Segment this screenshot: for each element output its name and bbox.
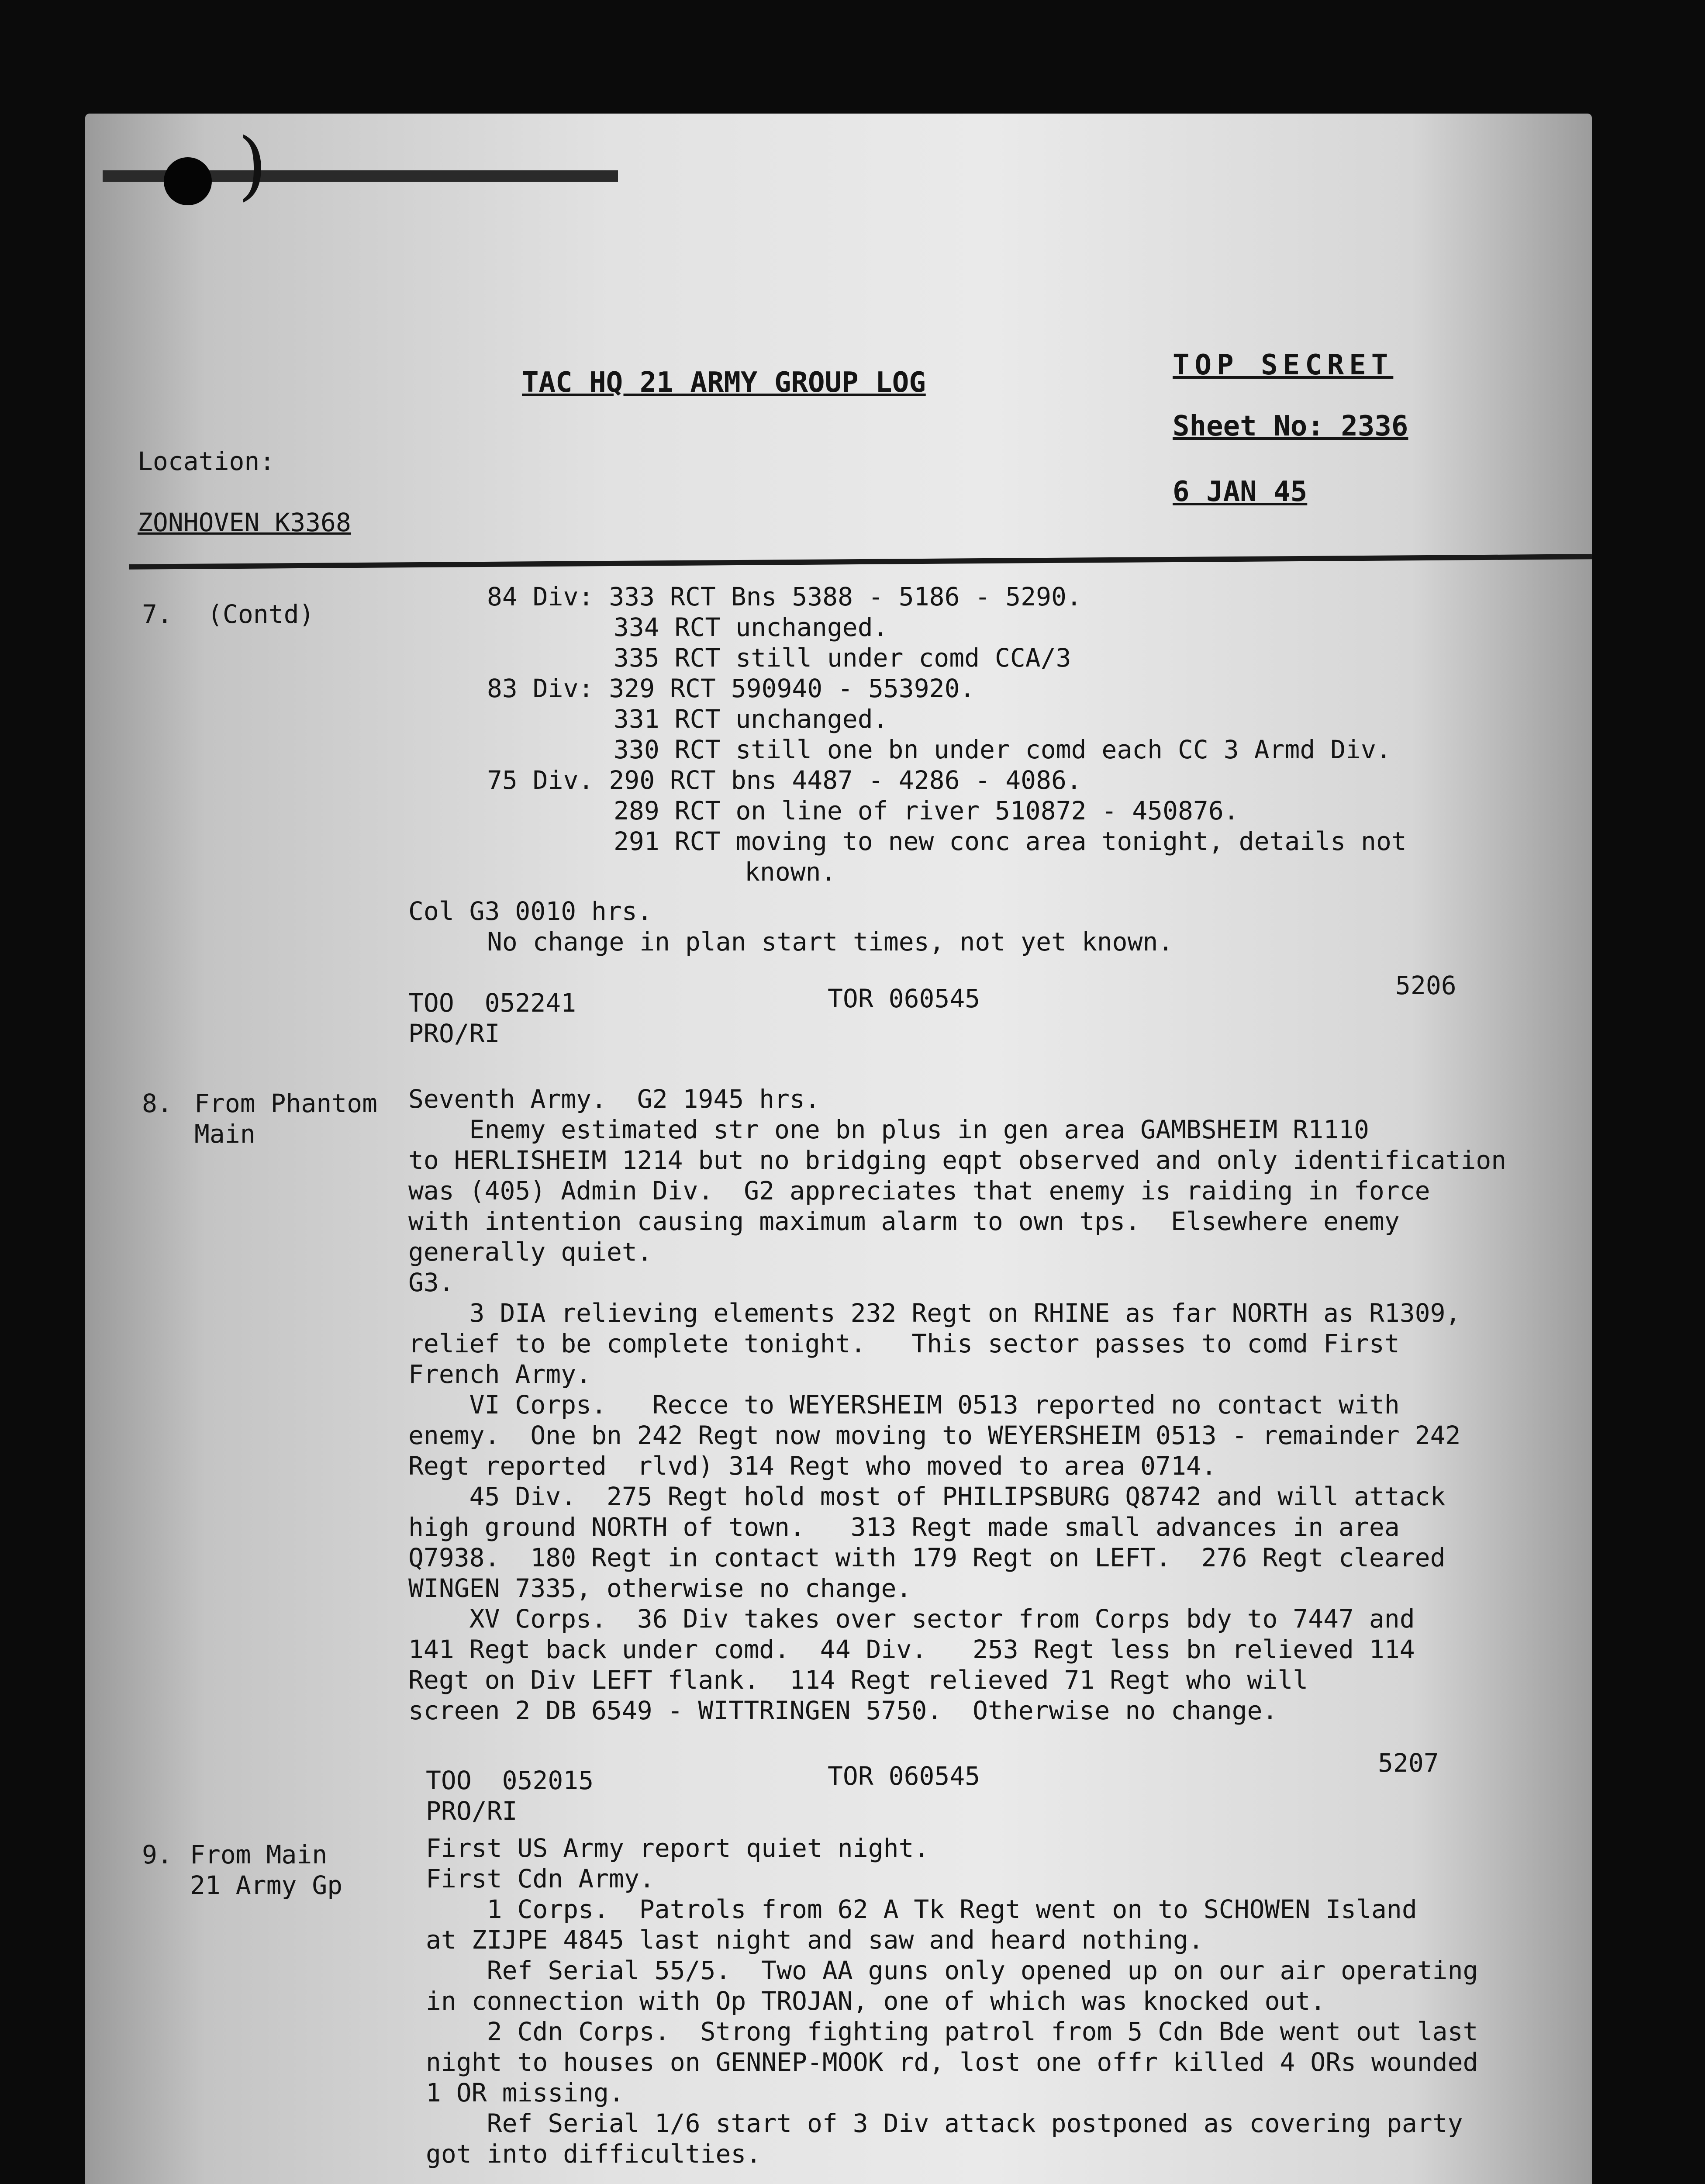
entry7-line-1: 334 RCT unchanged. (614, 612, 888, 642)
entry8-line-11: enemy. One bn 242 Regt now moving to WEYERSHEIM 0513 - remainder 242 (408, 1420, 1461, 1450)
entry7-col-g3: Col G3 0010 hrs. (408, 896, 652, 926)
entry9-line-1: First Cdn Army. (426, 1864, 655, 1894)
entry8-line-6: G3. (408, 1268, 454, 1297)
entry8-line-16: WINGEN 7335, otherwise no change. (408, 1573, 912, 1603)
entry8-from-line1: From Phantom (194, 1089, 378, 1118)
entry7-line-3: 83 Div: 329 RCT 590940 - 553920. (487, 674, 975, 703)
entry8-line-5: generally quiet. (408, 1237, 652, 1267)
entry9-line-8: 1 OR missing. (426, 2078, 624, 2108)
entry9-serial: 9. (142, 1840, 173, 1870)
entry8-serial: 8. (142, 1089, 173, 1118)
entry8-too: TOO 052015 (426, 1766, 594, 1795)
entry9-from-line1: From Main (190, 1840, 328, 1870)
entry8-line-7: 3 DIA relieving elements 232 Regt on RHINE as far NORTH as R1309, (408, 1298, 1461, 1328)
entry9-line-2: 1 Corps. Patrols from 62 A Tk Regt went on to SCHOWEN Island (426, 1894, 1417, 1924)
entry7-from: (Contd) (207, 599, 314, 629)
log-sheet (85, 114, 1592, 2184)
entry9-line-10: got into difficulties. (426, 2139, 762, 2169)
entry7-tor: TOR 060545 (828, 984, 980, 1013)
entry8-line-8: relief to be complete tonight. This sector passes to comd First (408, 1329, 1400, 1358)
entry7-line-9: known. (745, 857, 836, 887)
entry7-serial: 7. (142, 599, 173, 629)
entry7-line-7: 289 RCT on line of river 510872 - 450876. (614, 796, 1239, 826)
location-value: ZONHOVEN K3368 (138, 508, 351, 537)
entry9-line-4: Ref Serial 55/5. Two AA guns only opened up on our air operating (426, 1956, 1478, 1985)
entry8-pro: PRO/RI (426, 1796, 518, 1826)
entry8-line-4: with intention causing maximum alarm to own tps. Elsewhere enemy (408, 1206, 1400, 1236)
entry9-from-line2: 21 Army Gp (190, 1870, 343, 1900)
entry8-line-17: XV Corps. 36 Div takes over sector from Corps bdy to 7447 and (408, 1604, 1415, 1634)
entry7-no-change: No change in plan start times, not yet known. (487, 927, 1173, 957)
entry8-from-line2: Main (194, 1119, 255, 1149)
entry9-line-6: 2 Cdn Corps. Strong fighting patrol from 5 Cdn Bde went out last (426, 2017, 1478, 2046)
entry8-line-19: Regt on Div LEFT flank. 114 Regt relieved 71 Regt who will (408, 1665, 1308, 1695)
entry7-line-5: 330 RCT still one bn under comd each CC 3 Armd Div. (614, 735, 1391, 764)
entry7-pro: PRO/RI (408, 1019, 500, 1048)
entry8-tor: TOR 060545 (828, 1761, 980, 1791)
entry9-line-0: First US Army report quiet night. (426, 1833, 929, 1863)
entry8-line-3: was (405) Admin Div. G2 appreciates that enemy is raiding in force (408, 1176, 1430, 1206)
entry8-line-9: French Army. (408, 1359, 592, 1389)
location-label: Location: (138, 446, 275, 476)
punch-hole (164, 157, 212, 205)
entry8-line-13: 45 Div. 275 Regt hold most of PHILIPSBURG Q8742 and will attack (408, 1482, 1446, 1511)
entry8-line-0: Seventh Army. G2 1945 hrs. (408, 1084, 820, 1114)
entry7-line-0: 84 Div: 333 RCT Bns 5388 - 5186 - 5290. (487, 582, 1082, 612)
entry8-line-20: screen 2 DB 6549 - WITTRINGEN 5750. Otherwise no change. (408, 1696, 1278, 1725)
log-date: 6 JAN 45 (1173, 476, 1308, 508)
entry9-line-5: in connection with Op TROJAN, one of which was knocked out. (426, 1986, 1326, 2016)
entry8-line-2: to HERLISHEIM 1214 but no bridging eqpt observed and only identification (408, 1145, 1507, 1175)
entry9-line-7: night to houses on GENNEP-MOOK rd, lost one offr killed 4 ORs wounded (426, 2047, 1478, 2077)
entry8-line-18: 141 Regt back under comd. 44 Div. 253 Regt less bn relieved 114 (408, 1635, 1415, 1664)
entry8-line-1: Enemy estimated str one bn plus in gen area GAMBSHEIM R1110 (408, 1115, 1369, 1144)
bracket-mark: ) (238, 122, 267, 209)
entry7-serial-no: 5206 (1395, 971, 1456, 1000)
page-title: TAC HQ 21 ARMY GROUP LOG (522, 366, 926, 399)
entry8-line-12: Regt reported rlvd) 314 Regt who moved to area 0714. (408, 1451, 1217, 1481)
sheet-number: Sheet No: 2336 (1173, 410, 1408, 442)
classification-label: TOP SECRET (1173, 349, 1394, 381)
entry9-line-9: Ref Serial 1/6 start of 3 Div attack postponed as covering party (426, 2108, 1463, 2138)
entry8-serial-no: 5207 (1378, 1748, 1439, 1778)
entry7-line-4: 331 RCT unchanged. (614, 704, 888, 734)
entry7-line-6: 75 Div. 290 RCT bns 4487 - 4286 - 4086. (487, 765, 1082, 795)
entry7-line-8: 291 RCT moving to new conc area tonight, details not (614, 826, 1407, 856)
entry9-line-3: at ZIJPE 4845 last night and saw and heard nothing. (426, 1925, 1204, 1955)
entry8-line-14: high ground NORTH of town. 313 Regt made small advances in area (408, 1512, 1400, 1542)
entry7-line-2: 335 RCT still under comd CCA/3 (614, 643, 1071, 673)
entry8-line-10: VI Corps. Recce to WEYERSHEIM 0513 reported no contact with (408, 1390, 1400, 1420)
entry7-too: TOO 052241 (408, 988, 576, 1018)
entry8-line-15: Q7938. 180 Regt in contact with 179 Regt on LEFT. 276 Regt cleared (408, 1543, 1446, 1572)
header-divider (129, 554, 1592, 569)
